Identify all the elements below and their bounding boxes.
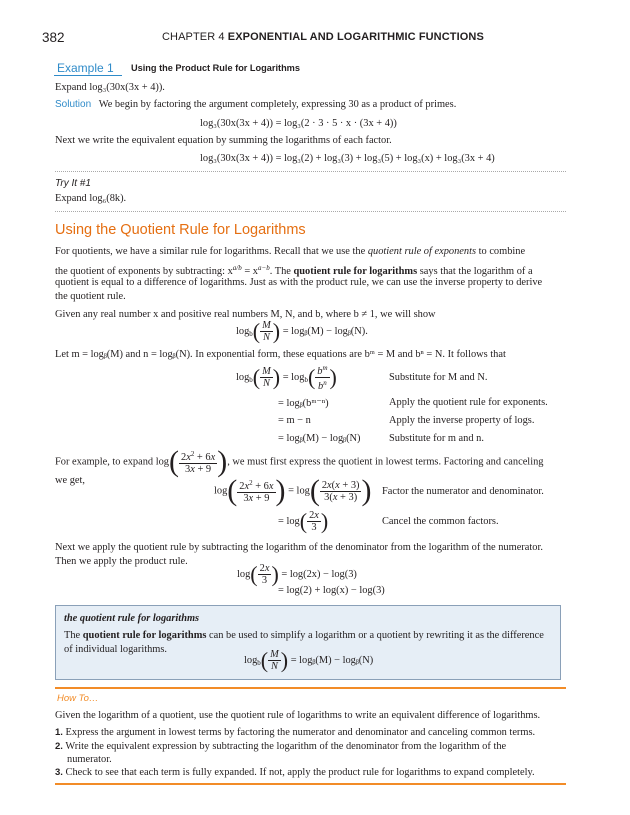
chapter-label: CHAPTER 4 xyxy=(162,31,225,43)
text-run: quotient rule of exponents xyxy=(367,246,477,257)
factor-note: Factor the numerator and denominator. xyxy=(382,486,544,497)
text-run: . The xyxy=(269,266,291,277)
next-text-2: Then we apply the product rule. xyxy=(55,556,188,567)
box-equation: $\log_b$( $\frac{M}{N}$ ) = logᵦ(M) − logᵦ(N) xyxy=(244,647,374,673)
howto-step-cont: numerator. xyxy=(67,754,112,765)
section-heading: Using the Quotient Rule for Logarithms xyxy=(55,222,306,238)
solution-text: We begin by factoring the argument completely, expressing 30 as a product of primes. xyxy=(98,99,457,110)
solution-label: Solution xyxy=(55,99,92,110)
derivation-step-1: = logᵦ(bᵐ⁻ⁿ) xyxy=(278,398,329,409)
try-it-text: Expand log₆(8k). xyxy=(55,193,127,204)
result-equation-2: = log(2) + log(x) − log(3) xyxy=(278,585,385,596)
cancel-note: Cancel the common factors. xyxy=(382,516,499,527)
derivation-step-2: = m − n xyxy=(278,415,311,426)
step-number: 2. xyxy=(55,741,63,752)
text-run: quotient rule for logarithms xyxy=(293,266,418,277)
example-underline xyxy=(54,75,122,76)
howto-label: How To… xyxy=(57,693,99,704)
text-run: to combine xyxy=(478,246,526,257)
step-text: Write the equivalent expression by subtracting the logarithm of the denominator from the logarithm of the xyxy=(65,741,507,752)
result-equation-1: log( $\frac{2x}{3}$ ) = log(2x) − log(3) xyxy=(237,561,357,587)
example-label: Example 1 xyxy=(57,61,114,75)
chapter-title: EXPONENTIAL AND LOGARITHMIC FUNCTIONS xyxy=(227,31,484,43)
show-rhs: = logᵦ(M) − logᵦ(N). xyxy=(282,325,368,337)
step-note-3: Substitute for m and n. xyxy=(389,433,484,444)
box-title: the quotient rule for logarithms xyxy=(64,613,200,624)
box-line-2: of individual logarithms. xyxy=(64,644,168,655)
para-line-2: the quotient of exponents by subtracting: $x^{a/b} = x^{a-b}$. The quotient rule for logarithms says that the logarithm of a xyxy=(55,264,533,277)
text-run: For example, to expand log xyxy=(55,456,169,468)
howto-step xyxy=(55,740,506,753)
text-run: says that the logarithm of a xyxy=(419,266,533,277)
cancel-equation: = log( $\frac{2x}{3}$ ) xyxy=(278,508,329,534)
next-text-1: Next we apply the quotient rule by subtracting the logarithm of the denominator from the logarithm of the numerator. xyxy=(55,542,543,553)
text-run: , we must first express the quotient in lowest terms. Factoring and canceling xyxy=(227,456,544,468)
we-get-text: we get, xyxy=(55,475,86,486)
howto-step xyxy=(55,726,535,739)
step-note-0: Substitute for M and N. xyxy=(389,372,488,383)
box-rhs: = logᵦ(M) − logᵦ(N) xyxy=(290,654,374,666)
separator-dotted xyxy=(55,171,566,172)
text-run: the quotient of exponents by subtracting: x xyxy=(55,266,233,277)
result-rhs-1: = log(2x) − log(3) xyxy=(281,568,357,580)
try-it-label: Try It #1 xyxy=(55,178,91,189)
box-line-1 xyxy=(64,629,544,642)
para-line-4: the quotient rule. xyxy=(55,291,126,302)
factor-equation: log( $\frac{2x^2 + 6x}{3x + 9}$ ) = log( $\frac{2x(x + 3)}{3(x + 3)}$ ) xyxy=(214,474,372,507)
let-text: Let m = logᵦ(M) and n = logᵦ(N). In exponential form, these equations are bᵐ = M and bⁿ = N. It follows that xyxy=(55,349,506,360)
show-equation: $\log_b$( $\frac{M}{N}$ ) = logᵦ(M) − logᵦ(N). xyxy=(236,318,368,344)
solution-line xyxy=(55,98,456,111)
step-number: 3. xyxy=(55,767,63,778)
howto-bottom-rule xyxy=(55,783,566,785)
derivation-step-0: $\log_b$( $\frac{M}{N}$ ) = $\log_b$( $\frac{b^m}{b^n}$ ) xyxy=(236,364,337,392)
text-run: The xyxy=(64,630,81,641)
howto-step xyxy=(55,766,535,779)
chapter-header xyxy=(162,31,484,43)
howto-intro: Given the logarithm of a quotient, use the quotient rule of logarithms to write an equivalent difference of logarithms. xyxy=(55,710,541,721)
example-title: Using the Product Rule for Logarithms xyxy=(131,63,300,73)
text-run: = x xyxy=(244,266,258,277)
howto-top-rule xyxy=(55,687,566,689)
step-number: 1. xyxy=(55,727,63,738)
example-prompt: Expand log₃(30x(3x + 4)). xyxy=(55,82,165,93)
derivation-step-3: = logᵦ(M) − logᵦ(N) xyxy=(278,433,361,444)
text-run: For quotients, we have a similar rule for logarithms. Recall that we use the xyxy=(55,246,366,257)
page-number: 382 xyxy=(42,30,65,45)
para-line-3: quotient is equal to a difference of logarithms. Just as with the product rule, we can use the inverse property to derive xyxy=(55,277,543,288)
step-note-2: Apply the inverse property of logs. xyxy=(389,415,535,426)
example-next-text: Next we write the equivalent equation by summing the logarithms of each factor. xyxy=(55,135,392,146)
text-run: quotient rule for logarithms xyxy=(82,630,207,641)
given-text: Given any real number x and positive real numbers M, N, and b, where b ≠ 1, we will show xyxy=(55,309,436,320)
example-equation-2: log₃(30x(3x + 4)) = log₃(2) + log₃(3) + log₃(5) + log₃(x) + log₃(3x + 4) xyxy=(200,153,495,164)
separator-dotted-2 xyxy=(55,211,566,212)
text-run: can be used to simplify a logarithm or a quotient by rewriting it as the difference xyxy=(209,630,544,641)
step-text: Express the argument in lowest terms by factoring the numerator and denominator and canceling common terms. xyxy=(65,727,536,738)
step-text: Check to see that each term is fully expanded. If not, apply the product rule for logarithms to expand completely. xyxy=(65,767,535,778)
para-line-1 xyxy=(55,245,525,258)
step-note-1: Apply the quotient rule for exponents. xyxy=(389,397,548,408)
example-equation-1: log₃(30x(3x + 4)) = log₃(2 · 3 · 5 · x · (3x + 4)) xyxy=(200,118,397,129)
example-expand-line: For example, to expand log( $\frac{2x^2 + 6x}{3x + 9}$ ), we must first express the quotient in lowest terms. Factoring and canceling xyxy=(55,445,544,478)
